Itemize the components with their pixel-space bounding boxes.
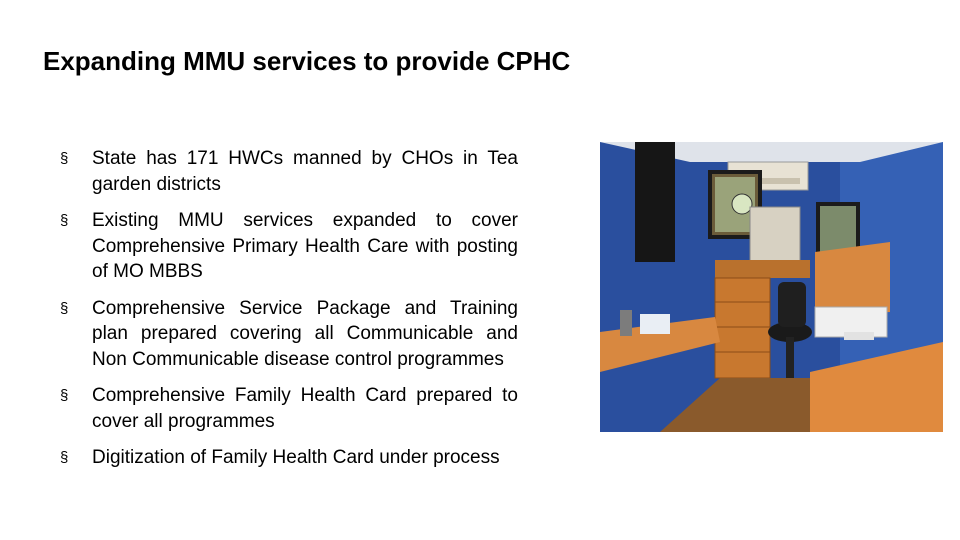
- van-interior-illustration: [600, 142, 943, 432]
- rear-counter: [715, 260, 810, 278]
- scale-display: [844, 332, 874, 340]
- bullet-text: Comprehensive Service Package and Training plan prepared covering all Communicable and Non Communicable disease control programmes: [92, 297, 518, 370]
- bullet-item: [60, 208, 518, 285]
- bullet-marker-icon: §: [60, 299, 69, 317]
- bullet-marker-icon: §: [60, 387, 69, 404]
- bullet-item: [60, 146, 518, 197]
- wall-screen: [635, 142, 675, 262]
- bullet-marker-icon: §: [60, 212, 69, 229]
- bullet-text: Existing MMU services expanded to cover Comprehensive Primary Health Care with posting of MO MBBS: [92, 210, 518, 282]
- rear-drawers: [715, 278, 770, 378]
- bullet-marker-icon: §: [60, 449, 69, 466]
- bullet-text: State has 171 HWCs manned by CHOs in Tea garden districts: [92, 148, 518, 195]
- equipment-panel: [750, 207, 800, 262]
- bullet-marker-icon: §: [60, 150, 69, 167]
- clock-icon: [732, 194, 752, 214]
- bullet-text: Digitization of Family Health Card under process: [92, 447, 500, 468]
- bullet-text: Comprehensive Family Health Card prepared to cover all programmes: [92, 385, 518, 432]
- right-bench-back: [815, 242, 890, 317]
- bullet-list: [60, 146, 518, 482]
- bullet-item: [60, 383, 518, 434]
- bullet-item: [60, 445, 518, 471]
- bullet-item: [60, 296, 518, 373]
- flask: [620, 310, 632, 336]
- mmu-van-interior-photo: [600, 142, 943, 432]
- chair-back: [778, 282, 806, 327]
- medicine-boxes: [640, 314, 670, 334]
- slide-title: Expanding MMU services to provide CPHC: [43, 46, 571, 76]
